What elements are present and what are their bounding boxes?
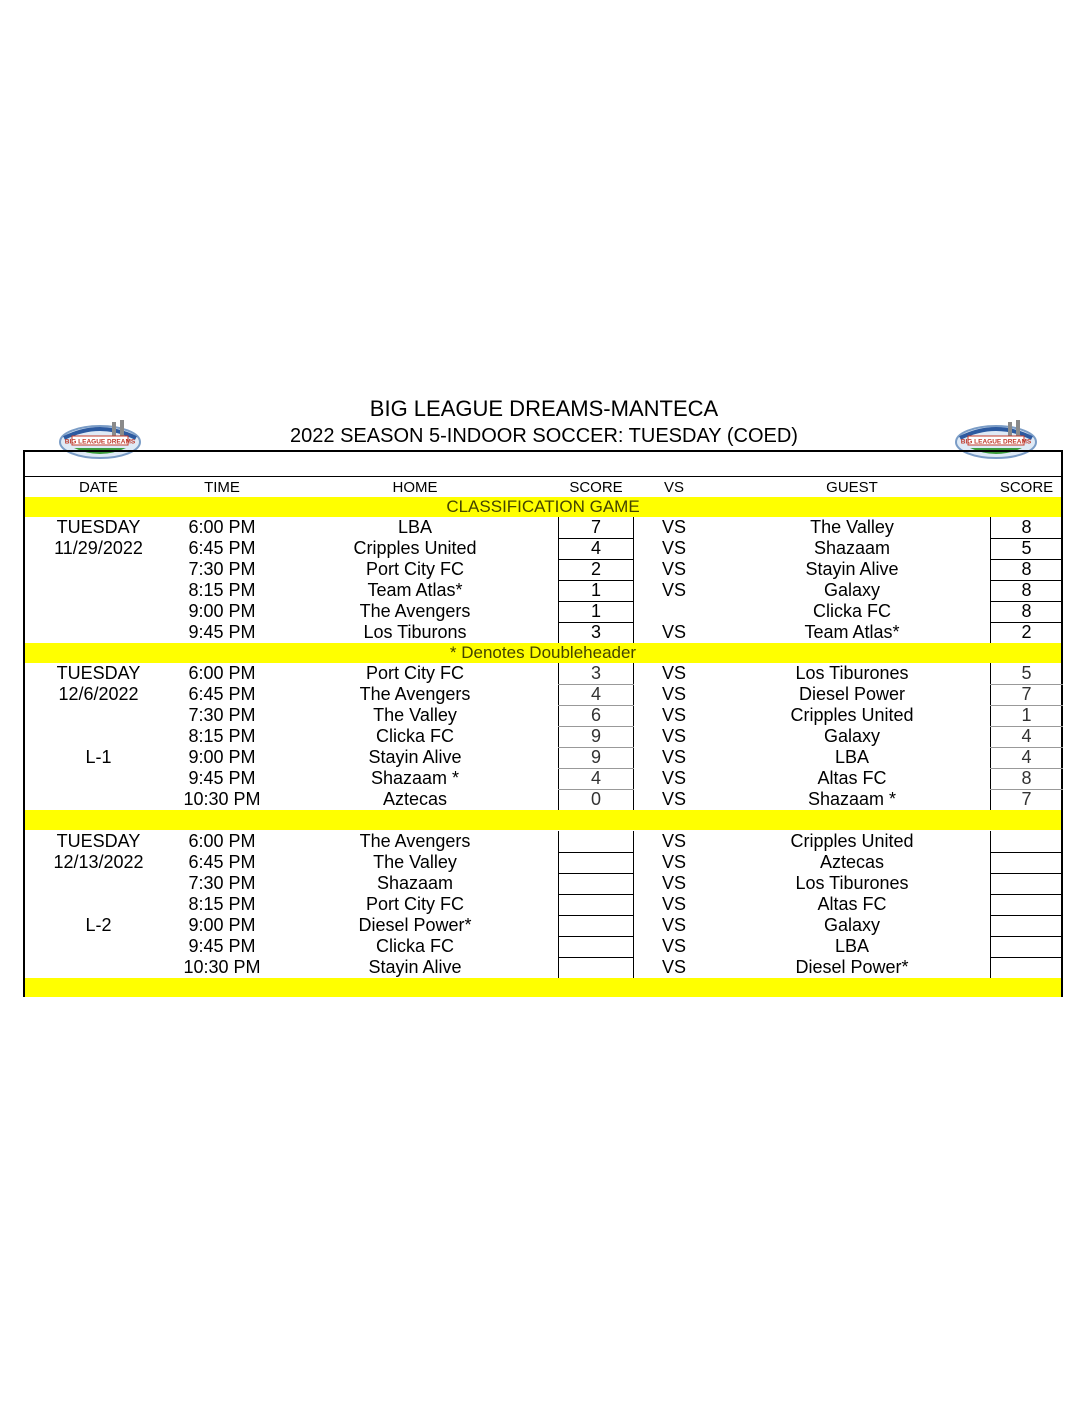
col-time: TIME bbox=[204, 479, 240, 496]
guest-team: Shazaam * bbox=[807, 789, 897, 809]
guest-team: Galaxy bbox=[823, 915, 881, 935]
game-time: 7:30 PM bbox=[188, 559, 256, 579]
game-row bbox=[25, 517, 1061, 538]
vs-label: VS bbox=[661, 580, 686, 600]
home-score bbox=[558, 894, 634, 915]
game-time: 9:45 PM bbox=[188, 768, 256, 788]
vs-label: VS bbox=[661, 622, 686, 642]
guest-score: 4 bbox=[1021, 726, 1032, 746]
guest-team: Cripples United bbox=[790, 705, 914, 725]
col-vs: VS bbox=[663, 479, 684, 496]
home-team: Port City FC bbox=[365, 559, 464, 579]
vs-label: VS bbox=[661, 873, 686, 893]
guest-team: Cripples United bbox=[790, 831, 914, 851]
guest-score: 8 bbox=[1021, 601, 1032, 621]
guest-score bbox=[990, 852, 1063, 873]
game-time: 9:00 PM bbox=[188, 915, 256, 935]
home-score bbox=[558, 915, 634, 936]
game-row bbox=[25, 768, 1061, 789]
game-row bbox=[25, 726, 1061, 747]
game-row bbox=[25, 873, 1061, 894]
game-time: 7:30 PM bbox=[188, 705, 256, 725]
game-time: 6:45 PM bbox=[188, 852, 256, 872]
home-team: The Avengers bbox=[359, 601, 471, 621]
vs-label bbox=[634, 601, 714, 622]
game-time: 6:00 PM bbox=[188, 517, 256, 537]
game-row bbox=[25, 852, 1061, 873]
game-row bbox=[25, 705, 1061, 726]
date-label: 12/13/2022 bbox=[53, 852, 144, 872]
game-time: 9:45 PM bbox=[188, 936, 256, 956]
vs-label: VS bbox=[661, 894, 686, 914]
col-home: HOME bbox=[392, 479, 438, 496]
guest-team: Clicka FC bbox=[812, 601, 891, 621]
home-score bbox=[558, 873, 634, 894]
date-label: 11/29/2022 bbox=[54, 538, 143, 558]
vs-label: VS bbox=[661, 831, 686, 851]
home-score bbox=[558, 831, 634, 852]
guest-team: LBA bbox=[834, 936, 870, 956]
guest-team: Diesel Power* bbox=[795, 957, 909, 977]
guest-team: Galaxy bbox=[823, 726, 881, 746]
logo-text: BIG LEAGUE DREAMS bbox=[64, 438, 136, 446]
guest-score: 7 bbox=[1021, 684, 1032, 704]
guest-team: LBA bbox=[834, 747, 870, 767]
guest-score bbox=[990, 873, 1063, 894]
page-title: BIG LEAGUE DREAMS-MANTECA bbox=[369, 396, 719, 421]
game-time: 6:00 PM bbox=[188, 831, 256, 851]
col-guest: GUEST bbox=[826, 479, 878, 496]
game-time: 6:45 PM bbox=[188, 538, 256, 558]
guest-score: 5 bbox=[1021, 663, 1032, 683]
schedule-table bbox=[23, 450, 1063, 997]
game-time: 9:00 PM bbox=[188, 601, 256, 621]
vs-label: VS bbox=[661, 852, 686, 872]
guest-team: Altas FC bbox=[817, 768, 887, 788]
guest-team: Stayin Alive bbox=[805, 559, 899, 579]
page-subtitle: 2022 SEASON 5-INDOOR SOCCER: TUESDAY (COED) bbox=[290, 425, 798, 447]
game-time: 10:30 PM bbox=[183, 789, 261, 809]
game-row bbox=[25, 663, 1061, 684]
home-team: Shazaam * bbox=[370, 768, 460, 788]
guest-score bbox=[990, 915, 1063, 936]
guest-team: Diesel Power bbox=[798, 684, 906, 704]
vs-label: VS bbox=[661, 663, 686, 683]
home-score: 7 bbox=[590, 517, 601, 537]
home-score bbox=[558, 936, 634, 957]
home-score: 3 bbox=[590, 622, 601, 642]
guest-score bbox=[990, 957, 1063, 978]
guest-score bbox=[990, 831, 1063, 852]
separator-band bbox=[25, 810, 1061, 830]
game-row bbox=[25, 894, 1061, 915]
guest-score bbox=[990, 894, 1063, 915]
guest-team: Galaxy bbox=[823, 580, 881, 600]
game-time: 9:45 PM bbox=[188, 622, 256, 642]
home-team: Los Tiburons bbox=[363, 622, 467, 642]
footer-band bbox=[25, 978, 1061, 997]
home-team: Clicka FC bbox=[375, 936, 454, 956]
home-team: The Valley bbox=[373, 705, 457, 725]
home-team: LBA bbox=[397, 517, 433, 537]
home-team: The Avengers bbox=[359, 831, 471, 851]
home-score: 0 bbox=[590, 789, 601, 809]
home-team: Team Atlas* bbox=[367, 580, 463, 600]
game-row bbox=[25, 580, 1061, 601]
game-row bbox=[25, 936, 1061, 957]
home-team: Port City FC bbox=[365, 894, 464, 914]
home-score: 4 bbox=[590, 684, 601, 704]
game-row bbox=[25, 915, 1061, 936]
game-time: 7:30 PM bbox=[188, 873, 256, 893]
home-score: 9 bbox=[590, 747, 601, 767]
guest-score: 2 bbox=[1021, 622, 1032, 642]
col-home-score: SCORE bbox=[569, 479, 623, 496]
classification-band: CLASSIFICATION GAME bbox=[25, 497, 1061, 517]
home-team: Port City FC bbox=[365, 663, 464, 683]
home-team: Aztecas bbox=[382, 789, 448, 809]
col-date: DATE bbox=[79, 479, 118, 496]
vs-label: VS bbox=[661, 957, 686, 977]
guest-score: 8 bbox=[1021, 580, 1032, 600]
home-score: 1 bbox=[590, 601, 601, 621]
guest-score: 1 bbox=[1021, 705, 1032, 725]
vs-label: VS bbox=[661, 768, 686, 788]
guest-team: The Valley bbox=[810, 517, 894, 537]
home-score bbox=[558, 852, 634, 873]
league-label: L-2 bbox=[85, 915, 112, 935]
game-row bbox=[25, 831, 1061, 852]
guest-score: 4 bbox=[1021, 747, 1032, 767]
day-label: TUESDAY bbox=[56, 517, 141, 537]
home-team: The Valley bbox=[373, 852, 457, 872]
home-team: Shazaam bbox=[376, 873, 454, 893]
home-score: 4 bbox=[590, 768, 601, 788]
guest-score: 7 bbox=[1021, 789, 1032, 809]
guest-score: 8 bbox=[1021, 768, 1032, 788]
guest-score: 8 bbox=[1021, 559, 1032, 579]
game-time: 10:30 PM bbox=[183, 957, 261, 977]
game-row bbox=[25, 684, 1061, 705]
game-time: 8:15 PM bbox=[188, 726, 256, 746]
game-time: 6:00 PM bbox=[188, 663, 256, 683]
vs-label: VS bbox=[661, 936, 686, 956]
vs-label: VS bbox=[661, 538, 686, 558]
guest-team: Los Tiburones bbox=[795, 663, 909, 683]
game-row bbox=[25, 559, 1061, 580]
game-row bbox=[25, 538, 1061, 559]
league-label: L-1 bbox=[85, 747, 112, 767]
home-team: Diesel Power* bbox=[358, 915, 472, 935]
guest-team: Team Atlas* bbox=[804, 622, 900, 642]
day-label: TUESDAY bbox=[56, 663, 141, 683]
guest-score bbox=[990, 936, 1063, 957]
home-team: Cripples United bbox=[353, 538, 477, 558]
vs-label: VS bbox=[661, 915, 686, 935]
day-label: TUESDAY bbox=[56, 831, 141, 851]
logo-text: BIG LEAGUE DREAMS bbox=[960, 438, 1032, 446]
vs-label: VS bbox=[661, 517, 686, 537]
guest-score: 5 bbox=[1021, 538, 1032, 558]
home-score: 6 bbox=[590, 705, 601, 725]
home-score: 2 bbox=[590, 559, 601, 579]
vs-label: VS bbox=[661, 684, 686, 704]
home-team: Stayin Alive bbox=[368, 957, 462, 977]
home-score: 3 bbox=[590, 663, 601, 683]
game-row bbox=[25, 601, 1061, 622]
doubleheader-band: * Denotes Doubleheader bbox=[25, 643, 1061, 663]
game-row bbox=[25, 622, 1061, 643]
game-time: 8:15 PM bbox=[188, 580, 256, 600]
guest-team: Shazaam bbox=[813, 538, 891, 558]
game-row bbox=[25, 789, 1061, 810]
home-team: Stayin Alive bbox=[368, 747, 462, 767]
home-score: 1 bbox=[590, 580, 601, 600]
guest-team: Los Tiburones bbox=[795, 873, 909, 893]
guest-score: 8 bbox=[1021, 517, 1032, 537]
vs-label: VS bbox=[661, 789, 686, 809]
game-row bbox=[25, 957, 1061, 978]
col-guest-score: SCORE bbox=[999, 479, 1054, 496]
home-score: 4 bbox=[590, 538, 601, 558]
vs-label: VS bbox=[661, 726, 686, 746]
home-score bbox=[558, 957, 634, 978]
home-team: The Avengers bbox=[359, 684, 471, 704]
game-time: 6:45 PM bbox=[188, 684, 256, 704]
game-time: 9:00 PM bbox=[188, 747, 256, 767]
guest-team: Aztecas bbox=[819, 852, 885, 872]
game-row bbox=[25, 747, 1061, 768]
vs-label: VS bbox=[661, 747, 686, 767]
home-score: 9 bbox=[590, 726, 601, 746]
header-row bbox=[25, 477, 1061, 498]
game-time: 8:15 PM bbox=[188, 894, 256, 914]
vs-label: VS bbox=[661, 705, 686, 725]
date-label: 12/6/2022 bbox=[58, 684, 139, 704]
guest-team: Altas FC bbox=[817, 894, 887, 914]
home-team: Clicka FC bbox=[375, 726, 454, 746]
vs-label: VS bbox=[661, 559, 686, 579]
